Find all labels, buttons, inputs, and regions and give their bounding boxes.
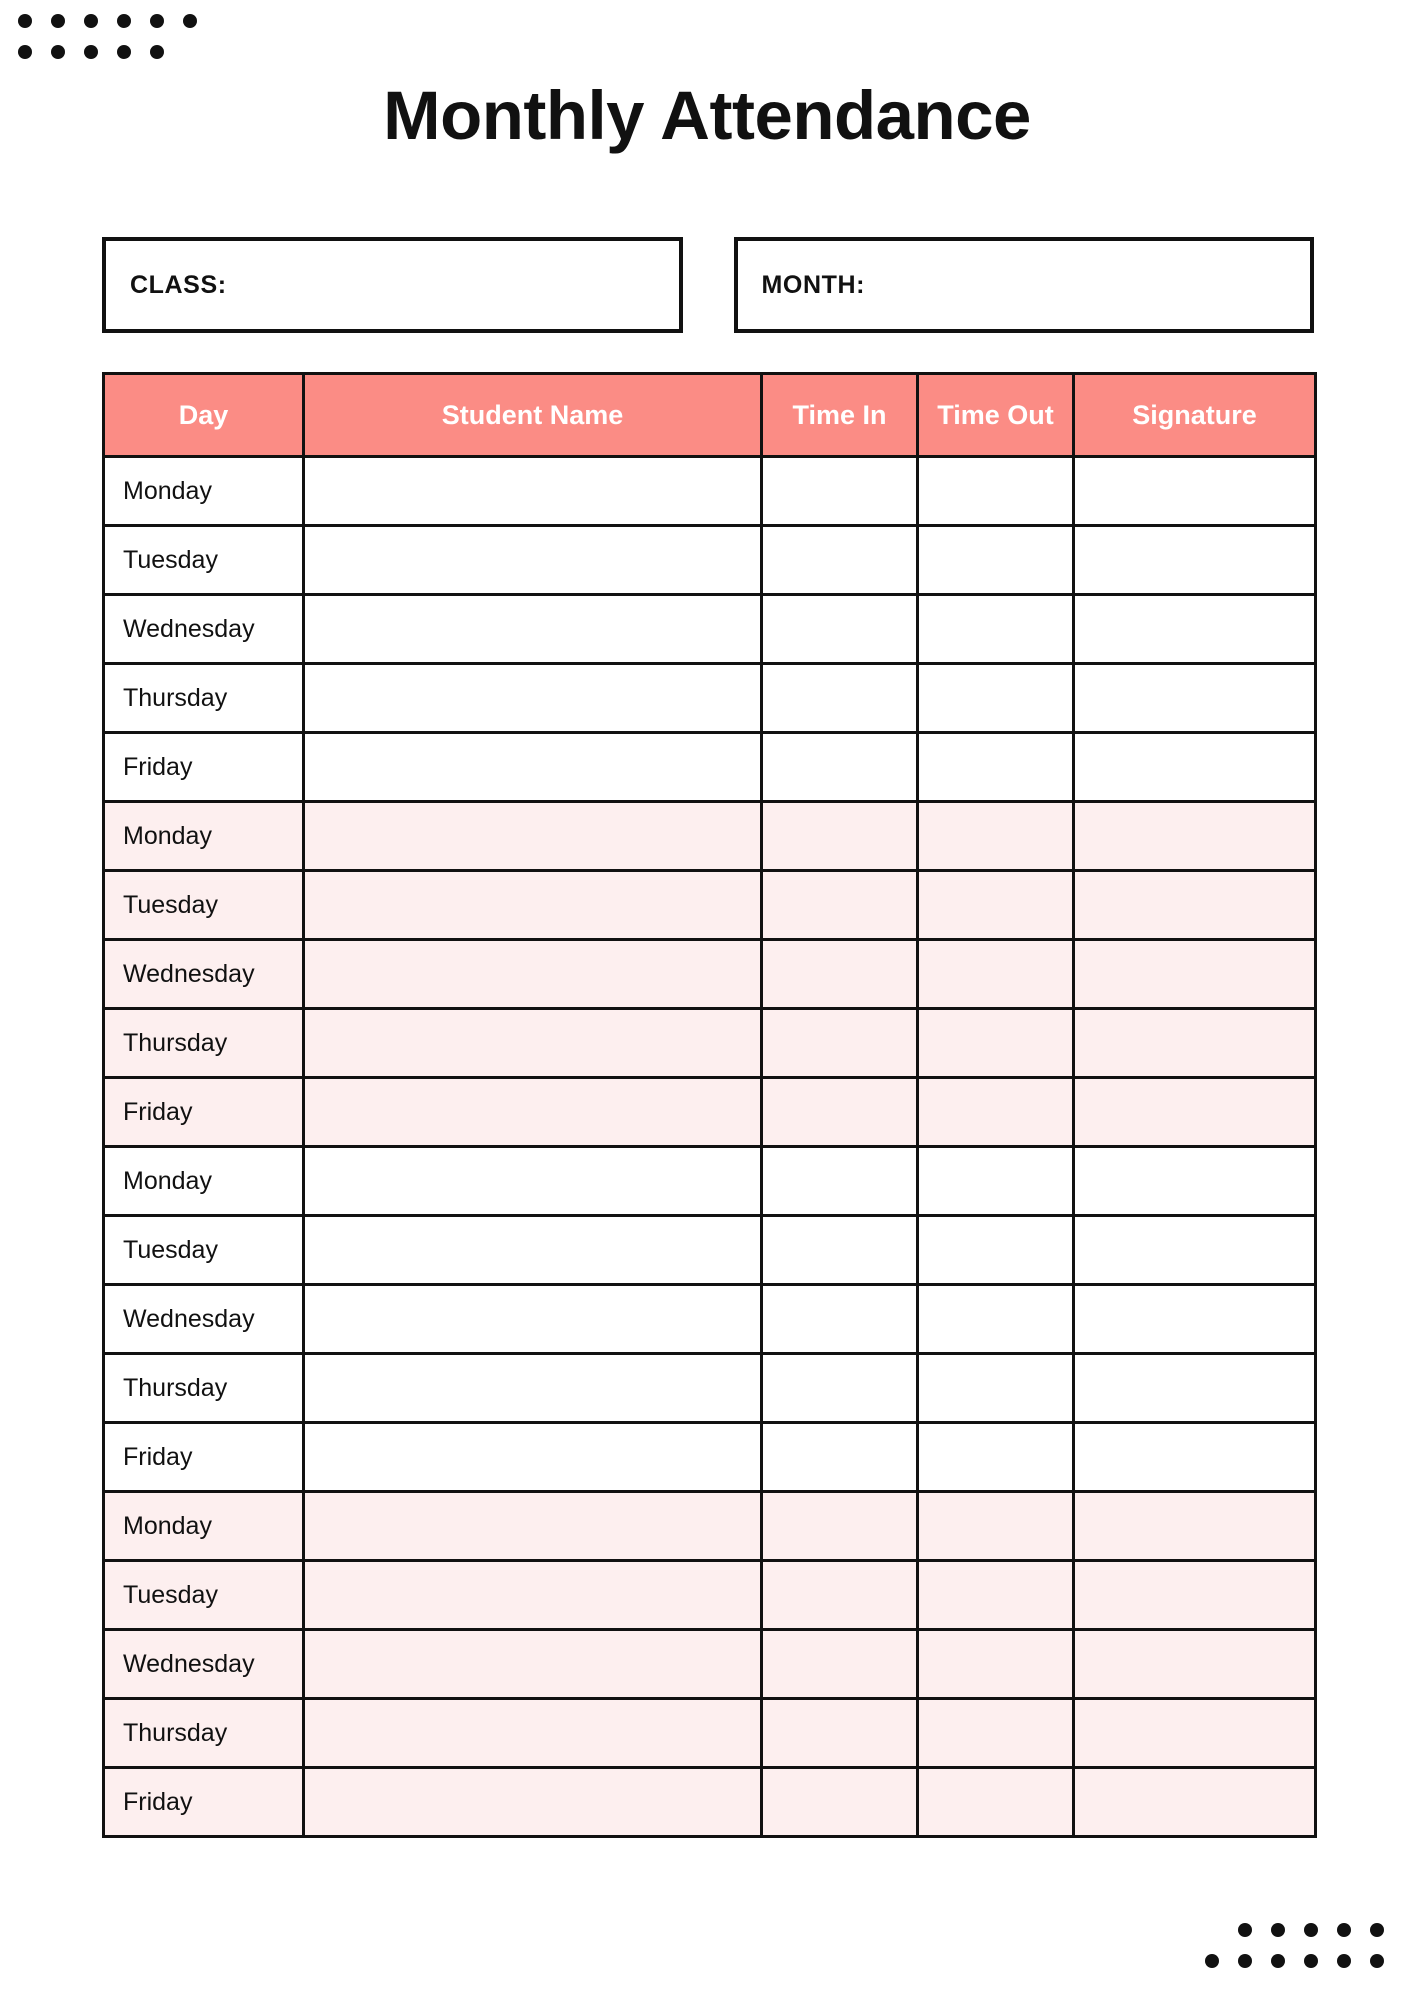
attendance-table [102, 372, 1317, 1838]
cell-signature[interactable] [1074, 1699, 1316, 1768]
cell-time_out[interactable] [918, 1768, 1074, 1837]
dot [51, 14, 65, 28]
cell-signature[interactable] [1074, 733, 1316, 802]
cell-student_name[interactable] [304, 1216, 762, 1285]
cell-day: Tuesday [104, 1561, 304, 1630]
cell-student_name[interactable] [304, 1009, 762, 1078]
cell-time_in[interactable] [762, 1423, 918, 1492]
cell-time_out[interactable] [918, 664, 1074, 733]
table-row [104, 1699, 1316, 1768]
dot [1304, 1954, 1318, 1968]
cell-student_name[interactable] [304, 940, 762, 1009]
cell-signature[interactable] [1074, 1147, 1316, 1216]
cell-time_out[interactable] [918, 1699, 1074, 1768]
cell-time_in[interactable] [762, 1216, 918, 1285]
cell-time_in[interactable] [762, 733, 918, 802]
cell-day: Friday [104, 1768, 304, 1837]
cell-signature[interactable] [1074, 1285, 1316, 1354]
cell-time_in[interactable] [762, 457, 918, 526]
table-row [104, 802, 1316, 871]
decorative-dot-grid-top-left [18, 14, 197, 59]
cell-day: Wednesday [104, 940, 304, 1009]
cell-signature[interactable] [1074, 1492, 1316, 1561]
cell-day: Thursday [104, 664, 304, 733]
cell-time_in[interactable] [762, 1699, 918, 1768]
cell-time_out[interactable] [918, 1216, 1074, 1285]
table-row [104, 595, 1316, 664]
table-row [104, 1561, 1316, 1630]
table-row [104, 1216, 1316, 1285]
cell-student_name[interactable] [304, 457, 762, 526]
cell-time_out[interactable] [918, 1561, 1074, 1630]
cell-time_in[interactable] [762, 664, 918, 733]
table-row [104, 526, 1316, 595]
table-row [104, 1147, 1316, 1216]
dot [1205, 1954, 1219, 1968]
cell-signature[interactable] [1074, 1423, 1316, 1492]
column-header-time-in: Time In [762, 374, 918, 457]
cell-day: Thursday [104, 1009, 304, 1078]
cell-time_in[interactable] [762, 595, 918, 664]
attendance-table-wrapper [102, 372, 1314, 1838]
cell-day: Friday [104, 733, 304, 802]
column-header-time-out: Time Out [918, 374, 1074, 457]
table-row [104, 1078, 1316, 1147]
cell-signature[interactable] [1074, 457, 1316, 526]
cell-time_in[interactable] [762, 802, 918, 871]
cell-signature[interactable] [1074, 1009, 1316, 1078]
cell-day: Friday [104, 1423, 304, 1492]
cell-signature[interactable] [1074, 1078, 1316, 1147]
decorative-dot-grid-bottom-right [1205, 1923, 1384, 1968]
table-row [104, 1768, 1316, 1837]
dot [1337, 1923, 1351, 1937]
cell-time_out[interactable] [918, 1147, 1074, 1216]
cell-student_name[interactable] [304, 1768, 762, 1837]
cell-time_in[interactable] [762, 1009, 918, 1078]
cell-day: Wednesday [104, 1630, 304, 1699]
cell-time_in[interactable] [762, 1078, 918, 1147]
cell-day: Tuesday [104, 526, 304, 595]
cell-time_in[interactable] [762, 1768, 918, 1837]
table-body [104, 457, 1316, 1837]
cell-student_name[interactable] [304, 1630, 762, 1699]
cell-time_in[interactable] [762, 940, 918, 1009]
cell-student_name[interactable] [304, 595, 762, 664]
cell-time_out[interactable] [918, 1423, 1074, 1492]
dot [51, 45, 65, 59]
dot-row [1205, 1954, 1384, 1968]
cell-time_out[interactable] [918, 1630, 1074, 1699]
cell-day: Thursday [104, 1354, 304, 1423]
cell-student_name[interactable] [304, 1285, 762, 1354]
table-row [104, 1009, 1316, 1078]
cell-day: Monday [104, 1492, 304, 1561]
cell-day: Friday [104, 1078, 304, 1147]
table-row [104, 1630, 1316, 1699]
dot [1271, 1923, 1285, 1937]
cell-signature[interactable] [1074, 871, 1316, 940]
cell-student_name[interactable] [304, 1699, 762, 1768]
dot [117, 14, 131, 28]
cell-student_name[interactable] [304, 526, 762, 595]
column-header-student-name: Student Name [304, 374, 762, 457]
dot [1271, 1954, 1285, 1968]
cell-signature[interactable] [1074, 664, 1316, 733]
cell-time_out[interactable] [918, 595, 1074, 664]
cell-student_name[interactable] [304, 664, 762, 733]
cell-time_in[interactable] [762, 1630, 918, 1699]
cell-time_in[interactable] [762, 1285, 918, 1354]
cell-time_out[interactable] [918, 1492, 1074, 1561]
cell-day: Tuesday [104, 871, 304, 940]
cell-time_out[interactable] [918, 1354, 1074, 1423]
cell-day: Thursday [104, 1699, 304, 1768]
month-field[interactable] [734, 237, 1315, 333]
cell-signature[interactable] [1074, 802, 1316, 871]
cell-time_out[interactable] [918, 802, 1074, 871]
cell-student_name[interactable] [304, 733, 762, 802]
cell-student_name[interactable] [304, 1078, 762, 1147]
column-header-signature: Signature [1074, 374, 1316, 457]
cell-time_out[interactable] [918, 733, 1074, 802]
dot [18, 45, 32, 59]
cell-student_name[interactable] [304, 871, 762, 940]
class-label: CLASS: [130, 270, 227, 299]
cell-student_name[interactable] [304, 1492, 762, 1561]
dot-row [18, 14, 197, 28]
cell-signature[interactable] [1074, 1768, 1316, 1837]
meta-fields-row [102, 237, 1314, 333]
table-header-row [104, 374, 1316, 457]
dot [117, 45, 131, 59]
table-row [104, 457, 1316, 526]
table-row [104, 1492, 1316, 1561]
cell-student_name[interactable] [304, 1354, 762, 1423]
table-row [104, 940, 1316, 1009]
cell-time_in[interactable] [762, 1147, 918, 1216]
cell-day: Monday [104, 1147, 304, 1216]
cell-student_name[interactable] [304, 802, 762, 871]
table-row [104, 1354, 1316, 1423]
dot [150, 14, 164, 28]
cell-student_name[interactable] [304, 1147, 762, 1216]
dot [84, 45, 98, 59]
cell-day: Wednesday [104, 1285, 304, 1354]
table-row [104, 871, 1316, 940]
cell-day: Monday [104, 802, 304, 871]
dot [1304, 1923, 1318, 1937]
cell-signature[interactable] [1074, 1561, 1316, 1630]
cell-student_name[interactable] [304, 1423, 762, 1492]
dot [84, 14, 98, 28]
cell-signature[interactable] [1074, 526, 1316, 595]
dot-row [1209, 1923, 1384, 1937]
cell-time_out[interactable] [918, 1078, 1074, 1147]
page-title: Monthly Attendance [383, 77, 1031, 154]
cell-signature[interactable] [1074, 940, 1316, 1009]
cell-time_in[interactable] [762, 1354, 918, 1423]
cell-signature[interactable] [1074, 1630, 1316, 1699]
cell-time_in[interactable] [762, 1492, 918, 1561]
cell-time_out[interactable] [918, 1285, 1074, 1354]
dot [150, 45, 164, 59]
cell-time_out[interactable] [918, 1009, 1074, 1078]
table-row [104, 1285, 1316, 1354]
cell-time_in[interactable] [762, 1561, 918, 1630]
table-header [104, 374, 1316, 457]
dot [1238, 1954, 1252, 1968]
cell-student_name[interactable] [304, 1561, 762, 1630]
dot [183, 14, 197, 28]
dot [18, 14, 32, 28]
cell-time_out[interactable] [918, 526, 1074, 595]
cell-time_out[interactable] [918, 871, 1074, 940]
dot [1370, 1954, 1384, 1968]
cell-signature[interactable] [1074, 1354, 1316, 1423]
table-row [104, 733, 1316, 802]
table-row [104, 664, 1316, 733]
dot-row [18, 45, 197, 59]
table-row [104, 1423, 1316, 1492]
cell-day: Monday [104, 457, 304, 526]
class-field[interactable] [102, 237, 683, 333]
dot [1238, 1923, 1252, 1937]
cell-day: Wednesday [104, 595, 304, 664]
cell-time_out[interactable] [918, 457, 1074, 526]
month-label: MONTH: [761, 270, 866, 299]
cell-day: Tuesday [104, 1216, 304, 1285]
cell-signature[interactable] [1074, 1216, 1316, 1285]
column-header-day: Day [104, 374, 304, 457]
dot [1370, 1923, 1384, 1937]
cell-time_in[interactable] [762, 526, 918, 595]
cell-signature[interactable] [1074, 595, 1316, 664]
dot [1337, 1954, 1351, 1968]
cell-time_in[interactable] [762, 871, 918, 940]
cell-time_out[interactable] [918, 940, 1074, 1009]
